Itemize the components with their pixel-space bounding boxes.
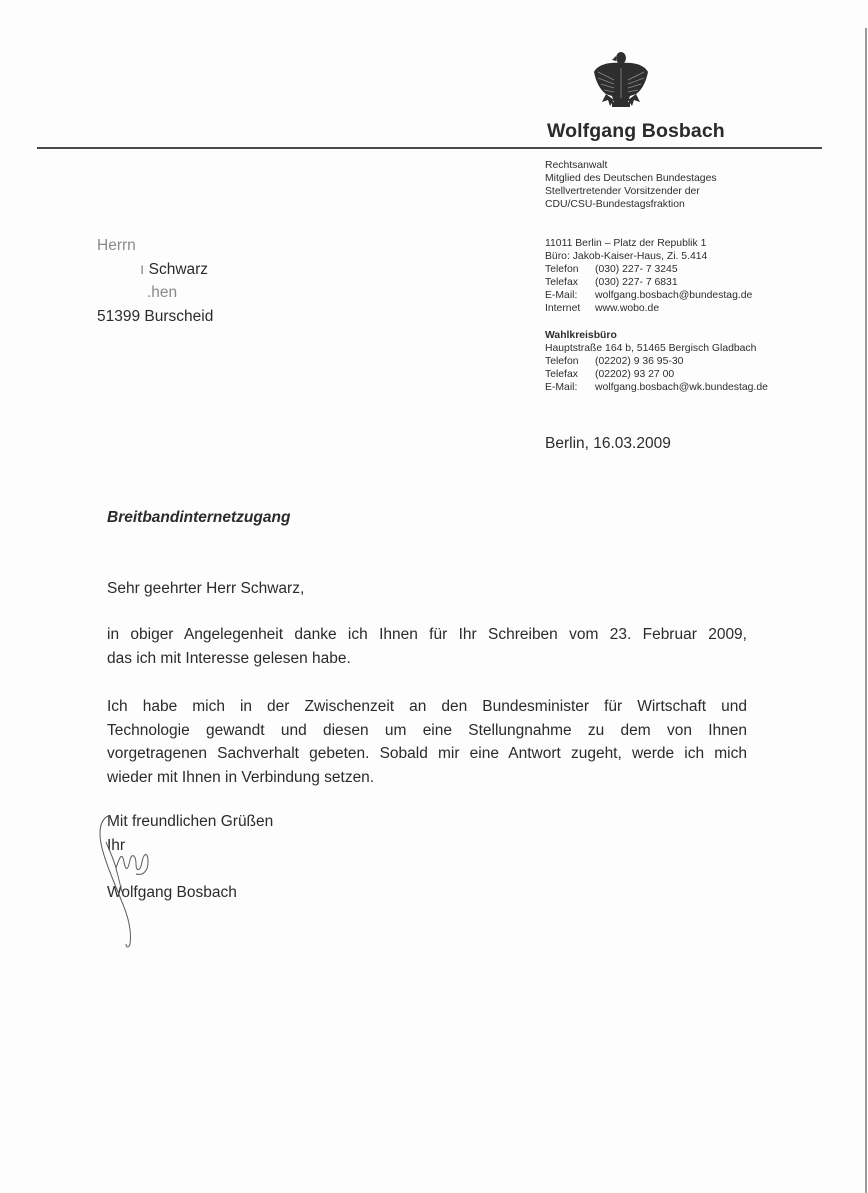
contact-label: Telefon	[545, 264, 579, 275]
email-link[interactable]: wolfgang.bosbach@wk.bundestag.de	[595, 382, 768, 393]
paragraph-line: das ich mit Interesse gelesen habe.	[107, 649, 351, 667]
berlin-office-block	[545, 237, 752, 315]
role-line: Rechtsanwalt	[545, 160, 608, 171]
body-paragraph	[107, 623, 747, 670]
sender-roles	[545, 159, 717, 211]
contact-row-email	[545, 289, 752, 302]
district-address: Hauptstraße 164 b, 51465 Bergisch Gladbach	[545, 343, 757, 354]
email-link[interactable]: wolfgang.bosbach@bundestag.de	[595, 290, 753, 301]
website-link[interactable]: www.wobo.de	[595, 303, 660, 314]
contact-row-email	[545, 381, 768, 394]
recipient-street: .hen	[147, 284, 178, 301]
scan-edge	[865, 28, 867, 1193]
letter-subject: Breitbandinternetzugang	[107, 509, 291, 526]
contact-label: Telefax	[545, 277, 578, 288]
closing-pre-name: Ihr	[107, 836, 126, 854]
contact-row-phone	[545, 355, 768, 368]
role-line: Stellvertretender Vorsitzender der	[545, 186, 700, 197]
district-office-heading: Wahlkreisbüro	[545, 330, 617, 341]
contact-row-fax	[545, 368, 768, 381]
paragraph-line: Technologie gewandt und diesen um eine Stellungnahme zu dem von Ihnen	[107, 721, 747, 739]
contact-row-internet	[545, 302, 752, 315]
recipient-name-line	[97, 258, 213, 282]
role-line: CDU/CSU-Bundestagsfraktion	[545, 199, 685, 210]
contact-value: (02202) 9 36 95-30	[595, 356, 684, 367]
contact-row-phone	[545, 263, 752, 276]
letter-salutation: Sehr geehrter Herr Schwarz,	[107, 580, 305, 597]
contact-value: (030) 227- 7 6831	[595, 277, 678, 288]
contact-value: (030) 227- 7 3245	[595, 264, 678, 275]
body-paragraph	[107, 695, 747, 789]
contact-label: Telefax	[545, 369, 578, 380]
closing-greeting: Mit freundlichen Grüßen	[107, 813, 274, 830]
contact-label: Telefon	[545, 356, 579, 367]
recipient-salutation: Herrn	[97, 237, 136, 254]
contact-label: E-Mail:	[545, 382, 578, 393]
paragraph-line: wieder mit Ihnen in Verbindung setzen.	[107, 768, 375, 786]
paragraph-line: Ich habe mich in der Zwischenzeit an den Bundesminister für Wirtschaft und	[107, 698, 747, 715]
district-office-block	[545, 329, 768, 394]
signatory-name: Wolfgang Bosbach	[107, 883, 237, 901]
berlin-address: 11011 Berlin – Platz der Republik 1	[545, 238, 707, 249]
paragraph-line: in obiger Angelegenheit danke ich Ihnen für Ihr Schreiben vom 23. Februar 2009,	[107, 626, 747, 643]
sender-name: Wolfgang Bosbach	[547, 120, 725, 142]
letter-date: Berlin, 16.03.2009	[545, 435, 671, 452]
recipient-address	[97, 234, 213, 328]
letterhead-divider	[37, 147, 822, 149]
recipient-name: Schwarz	[148, 260, 209, 278]
contact-label: E-Mail:	[545, 290, 578, 301]
contact-label: Internet	[545, 303, 581, 314]
contact-row-fax	[545, 276, 752, 289]
role-line: Mitglied des Deutschen Bundestages	[545, 173, 717, 184]
recipient-city: 51399 Burscheid	[97, 307, 214, 325]
contact-value: (02202) 93 27 00	[595, 369, 675, 380]
berlin-room: Büro: Jakob-Kaiser-Haus, Zi. 5.414	[545, 251, 708, 262]
paragraph-line: vorgetragenen Sachverhalt gebeten. Sobald mir eine Antwort zugeht, werde ich mich	[107, 745, 747, 762]
handwritten-signature-icon	[96, 812, 166, 952]
federal-eagle-icon	[592, 50, 650, 110]
redacted-fragment: ı	[140, 260, 145, 278]
